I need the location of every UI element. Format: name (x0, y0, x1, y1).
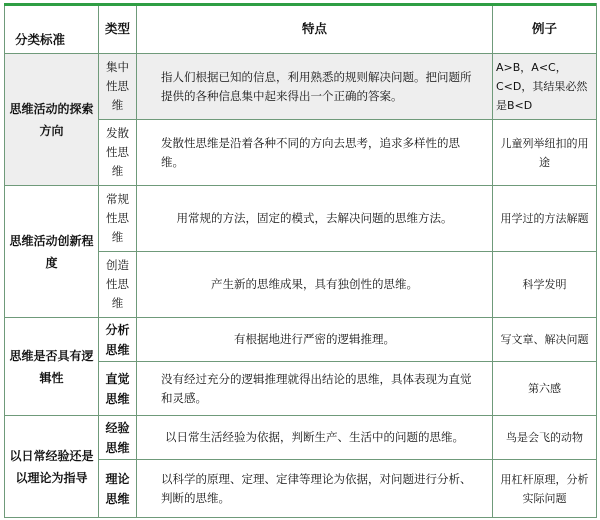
type-cell: 理论思维 (99, 460, 137, 518)
classification-table-frame (4, 3, 596, 517)
header-feature: 特点 (137, 4, 493, 54)
example-cell: 儿童列举纽扣的用途 (493, 120, 597, 186)
example-cell: 写文章、解决问题 (493, 318, 597, 362)
type-cell: 直觉思维 (99, 362, 137, 416)
category-cell: 思维活动的探索方向 (5, 54, 99, 186)
category-cell: 思维活动创新程度 (5, 186, 99, 318)
table-top-rule (4, 3, 596, 6)
feature-cell: 产生新的思维成果，具有独创性的思维。 (137, 252, 493, 318)
header-row (5, 4, 597, 54)
category-cell: 以日常经验还是以理论为指导 (5, 416, 99, 518)
type-cell: 集中性思维 (99, 54, 137, 120)
feature-cell: 以日常生活经验为依据，判断生产、生活中的问题的思维。 (137, 416, 493, 460)
feature-cell: 指人们根据已知的信息，利用熟悉的规则解决问题。把问题所提供的各种信息集中起来得出一个正确的答案。 (137, 54, 493, 120)
header-example: 例子 (493, 4, 597, 54)
table-row (5, 54, 597, 120)
example-cell: 鸟是会飞的动物 (493, 416, 597, 460)
thinking-classification-table (4, 3, 597, 518)
table-row (5, 318, 597, 362)
type-cell: 创造性思维 (99, 252, 137, 318)
type-cell: 经验思维 (99, 416, 137, 460)
header-criteria: 分类标准 (5, 4, 99, 54)
example-cell: 第六感 (493, 362, 597, 416)
example-cell: 用杠杆原理，分析实际问题 (493, 460, 597, 518)
table-row (5, 416, 597, 460)
table-row (5, 186, 597, 252)
type-cell: 分析思维 (99, 318, 137, 362)
header-type: 类型 (99, 4, 137, 54)
example-cell: 用学过的方法解题 (493, 186, 597, 252)
feature-cell: 用常规的方法，固定的模式，去解决问题的思维方法。 (137, 186, 493, 252)
type-cell: 发散性思维 (99, 120, 137, 186)
feature-cell: 发散性思维是沿着各种不同的方向去思考，追求多样性的思维。 (137, 120, 493, 186)
category-cell: 思维是否具有逻辑性 (5, 318, 99, 416)
example-cell: A>B，A<C，C<D，其结果必然是B<D (493, 54, 597, 120)
feature-cell: 以科学的原理、定理、定律等理论为依据，对问题进行分析、判断的思维。 (137, 460, 493, 518)
type-cell: 常规性思维 (99, 186, 137, 252)
example-cell: 科学发明 (493, 252, 597, 318)
feature-cell: 没有经过充分的逻辑推理就得出结论的思维，具体表现为直觉和灵感。 (137, 362, 493, 416)
feature-cell: 有根据地进行严密的逻辑推理。 (137, 318, 493, 362)
